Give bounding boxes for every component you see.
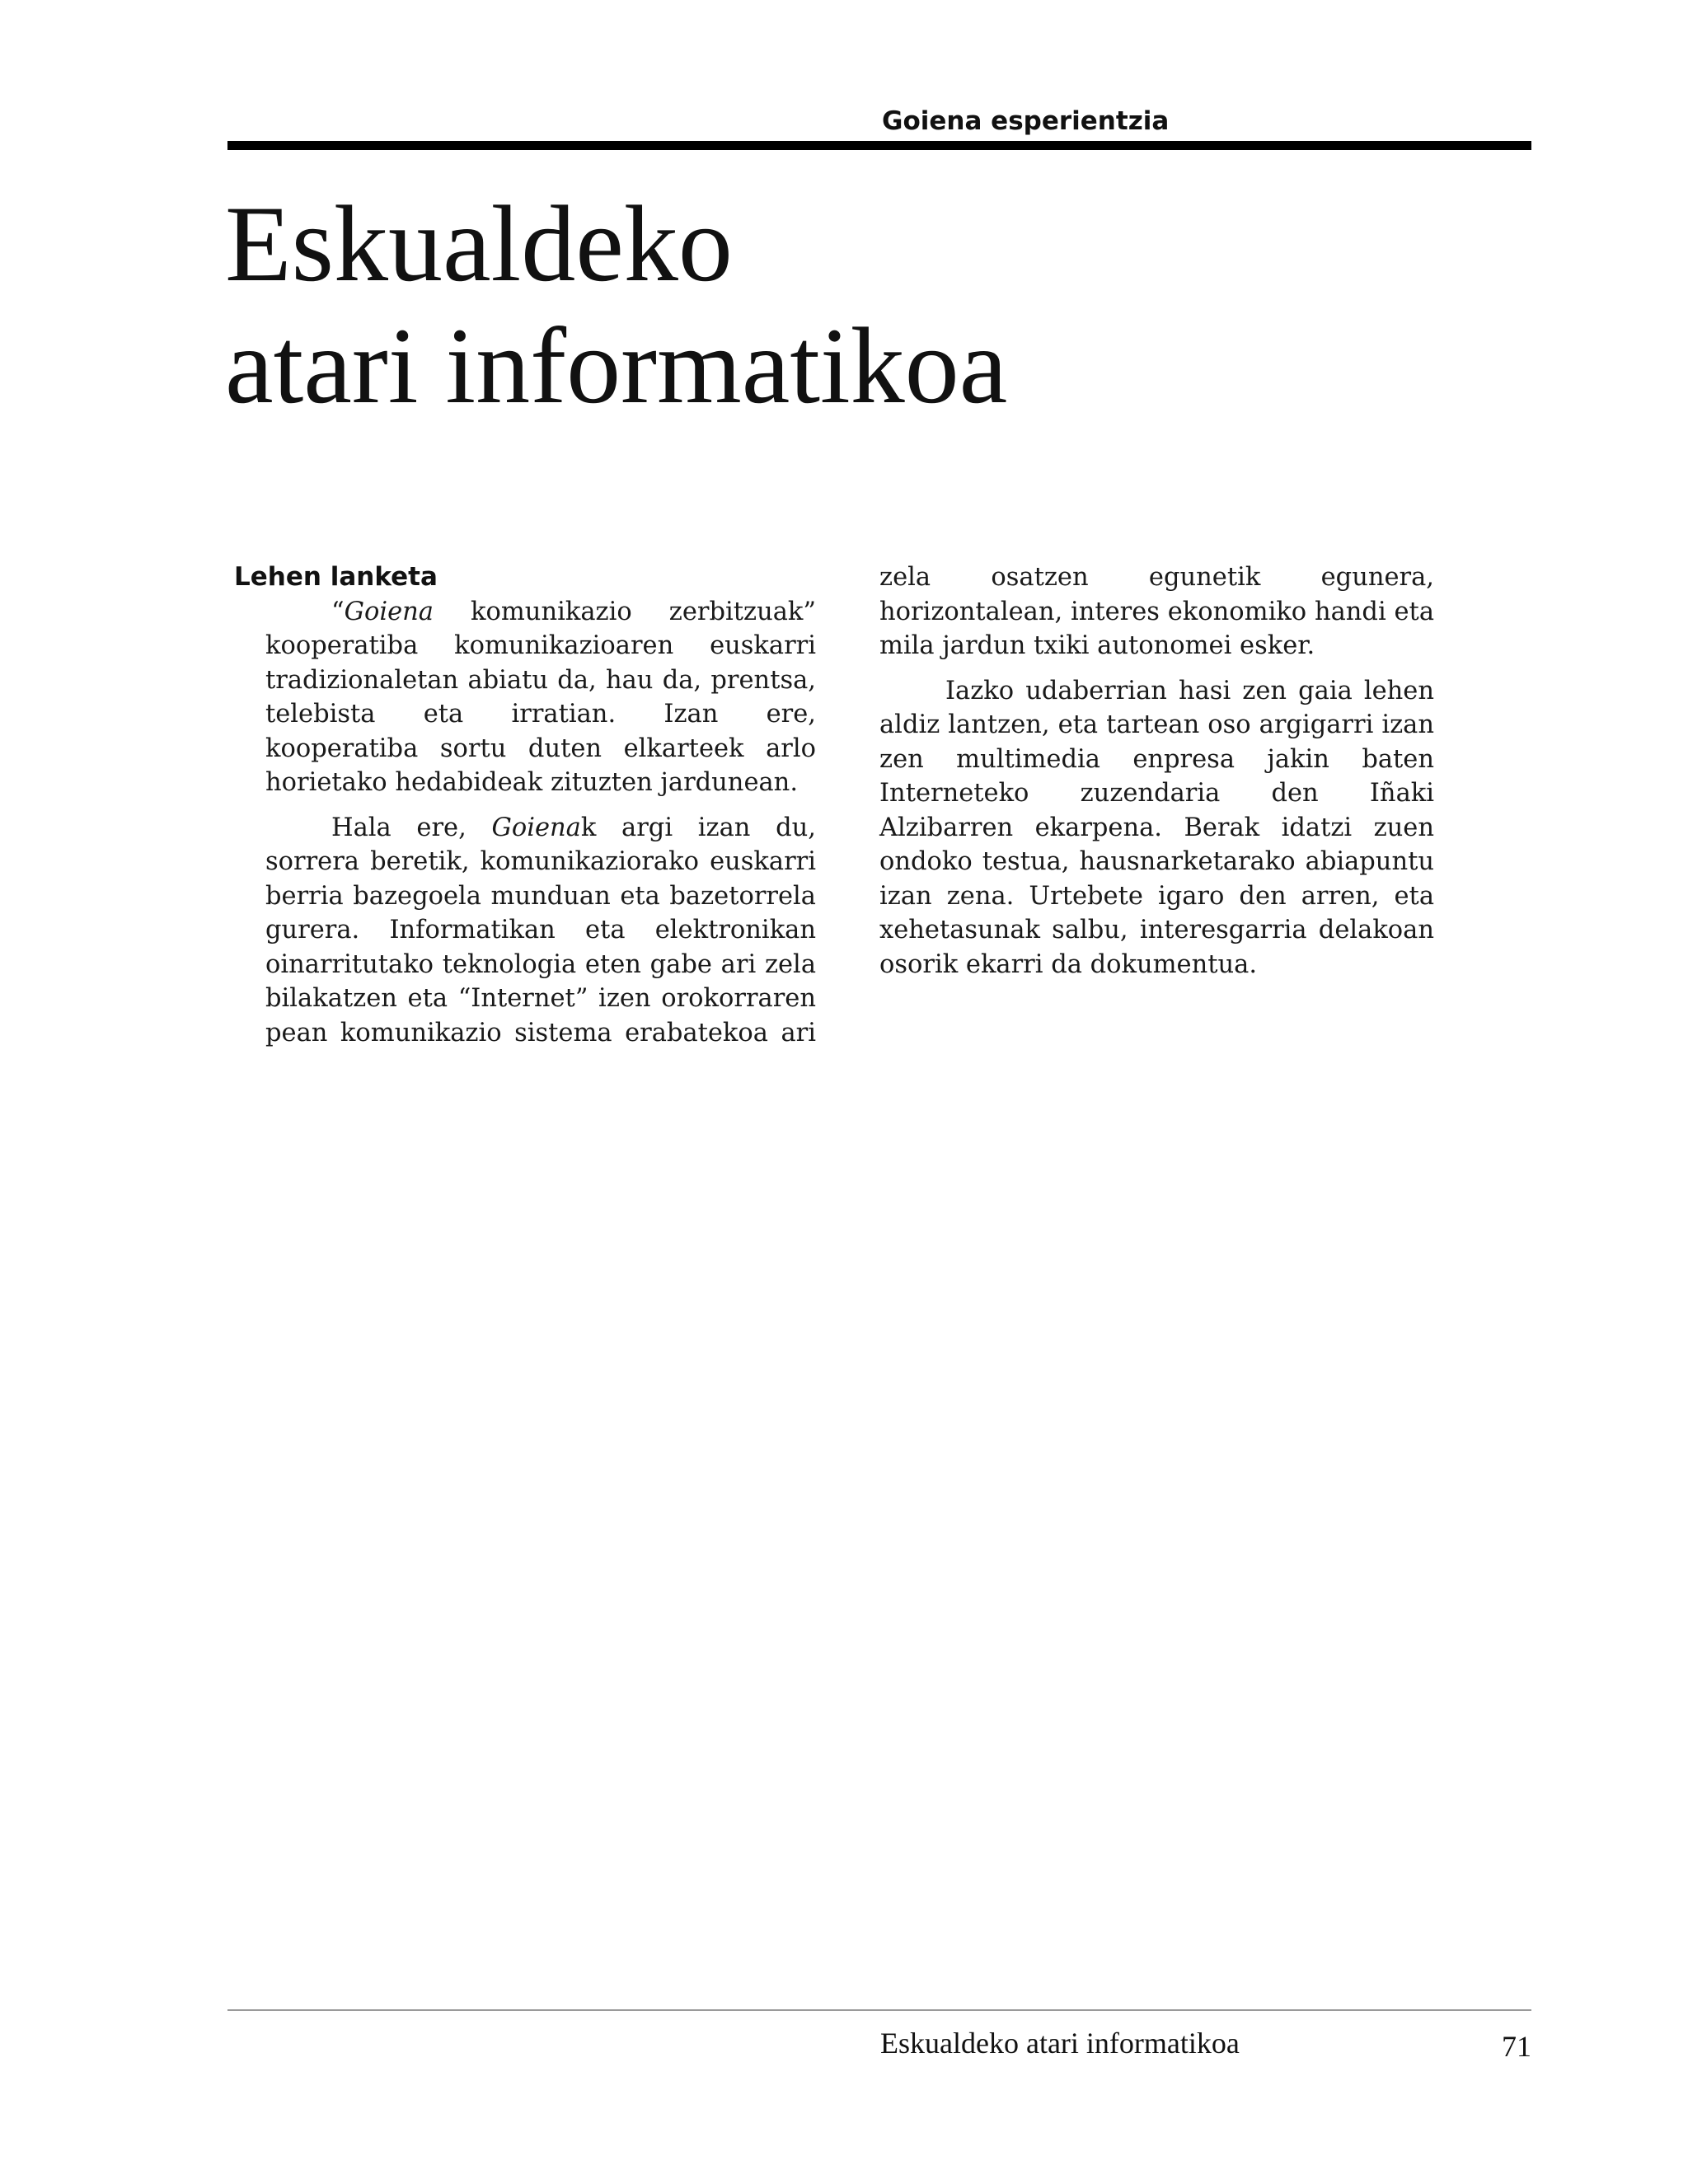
open-quote: “: [331, 597, 345, 626]
paragraph-3: Iazko udaberrian hasi zen gaia lehen aldiz lantzen, eta tartean oso argigarri izan zen multimedia enpresa jakin baten Interneteko zuzendaria den Iñaki Alzibarren ekarpena. Berak idatzi zuen ondoko testua, hausnarketarako abiapuntu izan zena. Urtebete igaro den arren, eta xehetasunak salbu, interesgarria delakoan osorik ekarri da dokumentua.: [879, 676, 1434, 979]
article-title-line-2: atari informatikoa: [225, 305, 1008, 426]
paragraph-2-continued: zela osatzen egunetik egunera, horizontalean, interes ekonomiko handi eta mila jardun txiki autonomei esker.: [879, 563, 1434, 660]
subheading: Lehen lanketa: [234, 562, 438, 592]
text-column-right: [879, 560, 1434, 992]
paragraph-1-text: komunikazio zerbitzuak” kooperatiba komunikazioaren euskarri tradizionaletan abiatu da, hau da, prentsa, telebista eta irratian. Izan ere, kooperatiba sortu duten elkarteek arlo horietako hedabideak zituzten jardunean.: [265, 597, 816, 797]
footer-rule: [227, 2009, 1531, 2011]
header-rule: [227, 141, 1531, 150]
article-title-line-1: Eskualdeko: [225, 183, 733, 304]
text-column-left: [234, 560, 816, 1061]
paragraph-2-text: k argi izan du, sorrera beretik, komunikaziorako euskarri berria bazegoela munduan eta bazetorrela gurera. Informatikan eta elektronikan oinarritutako teknologia eten gabe ari zela bilakatzen eta “Internet” izen orokorraren pean komunikazio sistema erabatekoa ari: [265, 813, 816, 1047]
paragraph-2-start: Hala ere,: [331, 813, 492, 842]
paragraph-2: [265, 811, 816, 1051]
italic-goiena-2: Goiena: [491, 813, 581, 842]
italic-goiena: Goiena: [344, 597, 434, 626]
section-label: Goiena esperientzia: [882, 106, 1170, 136]
paragraph-1: [265, 595, 816, 800]
page-number: 71: [1502, 2030, 1531, 2063]
footer-running-title: Eskualdeko atari informatikoa: [880, 2027, 1240, 2060]
article-title: [225, 183, 1461, 427]
